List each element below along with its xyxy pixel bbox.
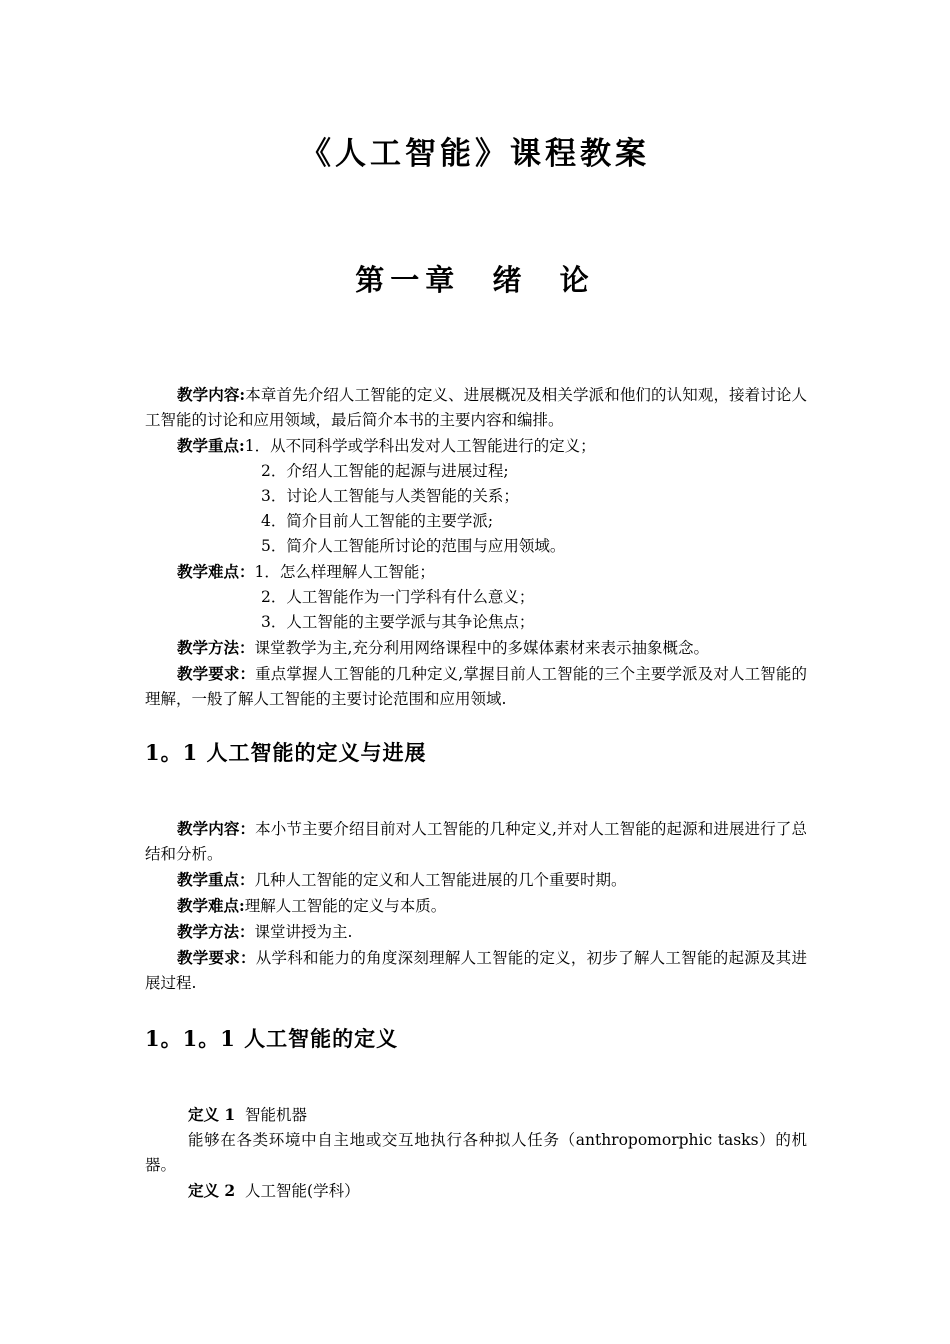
teaching-focus-item: 5．简介人工智能所讨论的范围与应用领域。	[261, 537, 566, 555]
chapter-overview	[145, 382, 807, 712]
chapter-title: 第一章 绪 论	[355, 263, 595, 297]
teaching-method-paragraph	[145, 635, 807, 661]
teaching-method-text: 课堂讲授为主.	[254, 923, 353, 941]
definition-1-label: 定义 1	[188, 1105, 236, 1124]
definition-1-text: 能够在各类环境中自主地或交互地执行各种拟人任务（anthropomorphic tasks）的机器。	[145, 1131, 807, 1174]
section-1-1-body	[145, 816, 807, 996]
teaching-focus-paragraph	[145, 867, 807, 893]
teaching-focus-item: 2．介绍人工智能的起源与进展过程;	[261, 462, 509, 480]
teaching-focus-item: 4．简介目前人工智能的主要学派;	[261, 512, 494, 530]
teaching-requirement-paragraph	[145, 945, 807, 996]
teaching-content-text: 本章首先介绍人工智能的定义、进展概况及相关学派和他们的认知观，接着讨论人工智能的讨论和应用领域，最后简介本书的主要内容和编排。	[145, 386, 807, 429]
teaching-requirement-text: 重点掌握人工智能的几种定义,掌握目前人工智能的三个主要学派及对人工智能的理解，一般了解人工智能的主要讨论范围和应用领域.	[145, 665, 807, 708]
definition-2-label: 定义 2	[188, 1181, 236, 1200]
section-heading-1-1: 1。1 人工智能的定义与进展	[145, 740, 427, 765]
definition-2-heading	[145, 1178, 807, 1204]
teaching-focus-label: 教学重点:	[177, 436, 245, 455]
definition-2-title: 人工智能(学科）	[245, 1182, 360, 1200]
teaching-content-label: 教学内容:	[177, 385, 246, 404]
teaching-method-paragraph	[145, 919, 807, 945]
teaching-focus-text: 几种人工智能的定义和人工智能进展的几个重要时期。	[254, 871, 627, 889]
teaching-content-paragraph	[145, 382, 807, 433]
definition-1-heading	[145, 1102, 807, 1128]
teaching-method-text: 课堂教学为主,充分利用网络课程中的多媒体素材来表示抽象概念。	[254, 639, 709, 657]
teaching-difficulty-item: 2．人工智能作为一门学科有什么意义；	[261, 588, 535, 606]
teaching-difficulty-text: 理解人工智能的定义与本质。	[244, 897, 447, 915]
teaching-focus-label: 教学重点：	[177, 870, 255, 889]
teaching-focus-item: 3．讨论人工智能与人类智能的关系；	[261, 487, 519, 505]
teaching-requirement-label: 教学要求：	[177, 948, 256, 967]
section-heading-1-1-1: 1。1。1 人工智能的定义	[145, 1026, 399, 1051]
teaching-focus-paragraph	[145, 433, 807, 459]
teaching-difficulty-item: 3．人工智能的主要学派与其争论焦点；	[261, 613, 535, 631]
teaching-requirement-paragraph	[145, 661, 807, 712]
teaching-requirement-text: 从学科和能力的角度深刻理解人工智能的定义，初步了解人工智能的起源及其进展过程.	[145, 949, 807, 992]
section-1-1-1-body	[145, 1102, 807, 1204]
teaching-content-paragraph	[145, 816, 807, 867]
teaching-difficulty-label: 教学难点:	[177, 896, 245, 915]
teaching-method-label: 教学方法：	[177, 922, 255, 941]
document-title: 《人工智能》课程教案	[300, 136, 650, 172]
teaching-difficulty-label: 教学难点：	[177, 562, 255, 581]
teaching-method-label: 教学方法：	[177, 638, 255, 657]
teaching-focus-item: 1．从不同科学或学科出发对人工智能进行的定义；	[244, 437, 596, 455]
teaching-content-label: 教学内容：	[177, 819, 256, 838]
teaching-content-text: 本小节主要介绍目前对人工智能的几种定义,并对人工智能的起源和进展进行了总结和分析。	[145, 820, 807, 863]
definition-1-title: 智能机器	[245, 1106, 308, 1124]
teaching-difficulty-paragraph	[145, 559, 807, 585]
teaching-difficulty-item: 1．怎么样理解人工智能；	[254, 563, 435, 581]
teaching-difficulty-paragraph	[145, 893, 807, 919]
teaching-requirement-label: 教学要求：	[177, 664, 256, 683]
